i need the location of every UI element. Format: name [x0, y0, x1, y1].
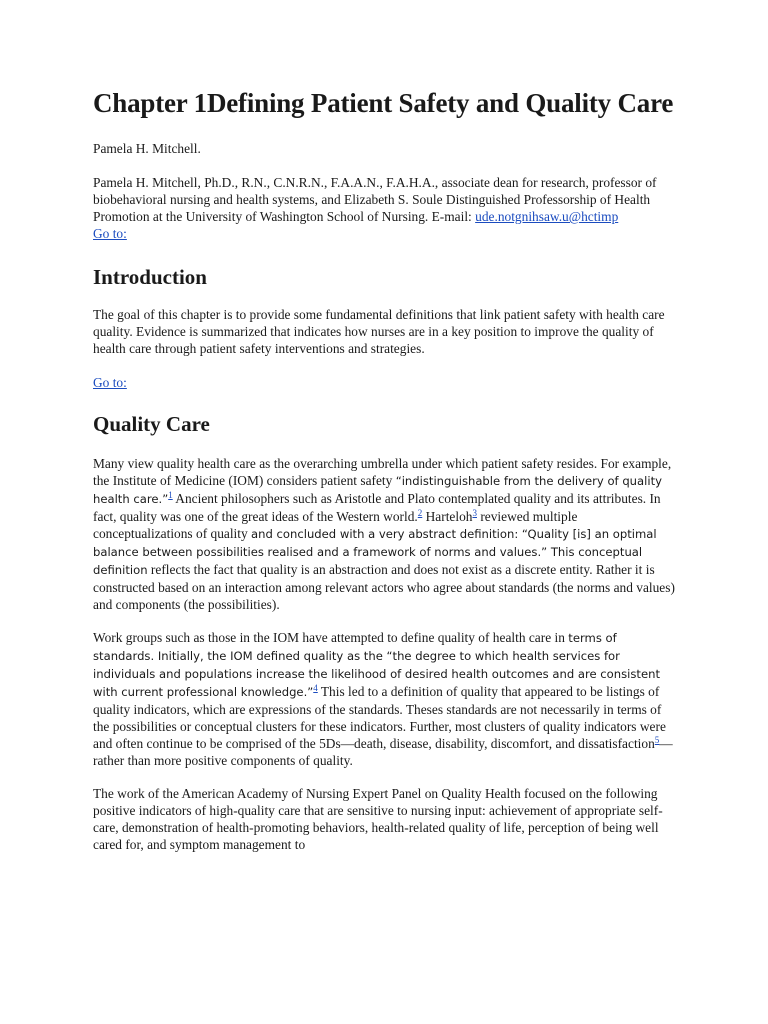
- introduction-paragraph: The goal of this chapter is to provide some fundamental definitions that link patient safety with health care quality. Evidence is summarized that indicates how nurses are in a key position to improve the quality of health care through patient safety interventions and strategies.: [93, 307, 665, 356]
- introduction-heading: Introduction: [93, 265, 207, 289]
- document-body: [93, 86, 679, 853]
- affiliation-text: Pamela H. Mitchell, Ph.D., R.N., C.N.R.N., F.A.A.N., F.A.H.A., associate dean for research, professor of biobehavioral nursing and health systems, and Elizabeth S. Soule Distinguished Professorship of Health Promotion at the University of Washington School of Nursing. E-mail:: [93, 175, 657, 224]
- quality-care-heading: Quality Care: [93, 412, 210, 436]
- citation-link-3[interactable]: 3: [472, 508, 477, 518]
- q1-quote-iom: “indistinguishable from the delivery of quality health care.”: [93, 474, 662, 506]
- citation-link-5[interactable]: 5: [654, 735, 660, 745]
- author-byline: Pamela H. Mitchell.: [93, 141, 201, 156]
- email-link[interactable]: ude.notgnihsaw.u@hctimp: [475, 209, 619, 224]
- q1-text-e: reviewed multiple conceptualizations of quality: [93, 509, 578, 541]
- chapter-title: Chapter 1Defining Patient Safety and Quality Care: [93, 88, 674, 118]
- citation-link-1[interactable]: 1: [168, 490, 173, 500]
- author-affiliation: [93, 174, 679, 242]
- q1-text-g: reflects the fact that quality is an abstraction and does not exist as a discrete entity. Rather it is constructed based on an interaction among relevant actors who agree about standards (the norms and values) and components (the possibilities).: [93, 562, 675, 612]
- quality-care-paragraph-1: [93, 455, 679, 613]
- q2-text-c: This led to a definition of quality that appeared to be listings of quality indicators, which are expressions of the standards. Theses standards are not necessarily in terms of the possibilities or conceptual clusters for these indicators. Further, most clusters of quality indicators were and often continue to be comprised of the 5Ds—death, disease, disability, discomfort, and dissatisfaction: [93, 684, 666, 751]
- q2-quote-iom: terms of standards. Initially, the IOM defined quality as the “the degree to which health services for individuals and populations increase the likelihood of desired health outcomes and are consistent with current professional knowledge.”: [93, 631, 660, 699]
- q2-text-a: Work groups such as those in the IOM have attempted to define quality of health care in: [93, 630, 569, 645]
- q1-text-d: Harteloh: [422, 509, 473, 524]
- q1-text-a: Many view quality health care as the overarching umbrella under which patient safety resides. For example, the Institute of Medicine (IOM) considers patient safety: [93, 456, 672, 488]
- q1-text-c: Ancient philosophers such as Aristotle and Plato contemplated quality and its attributes. In fact, quality was one of the great ideas of the Western world.: [93, 491, 661, 524]
- goto-link-1[interactable]: Go to:: [93, 226, 127, 241]
- q1-quote-harteloh: and concluded with a very abstract definition: “Quality [is] an optimal balance between possibilities realised and a framework of norms and values.” This conceptual definition: [93, 527, 657, 577]
- goto-link-2[interactable]: Go to:: [93, 375, 127, 390]
- q2-text-d: —rather than more positive components of quality.: [93, 736, 673, 768]
- citation-link-4[interactable]: 4: [313, 683, 318, 693]
- citation-link-2[interactable]: 2: [417, 508, 423, 518]
- quality-care-paragraph-3: The work of the American Academy of Nursing Expert Panel on Quality Health focused on the following positive indicators of high-quality care that are sensitive to nursing input: achievement of appropriate self-care, demonstration of health-promoting behaviors, health-related quality of life, perception of being well cared for, and symptom management to: [93, 786, 663, 852]
- quality-care-paragraph-2: [93, 629, 679, 769]
